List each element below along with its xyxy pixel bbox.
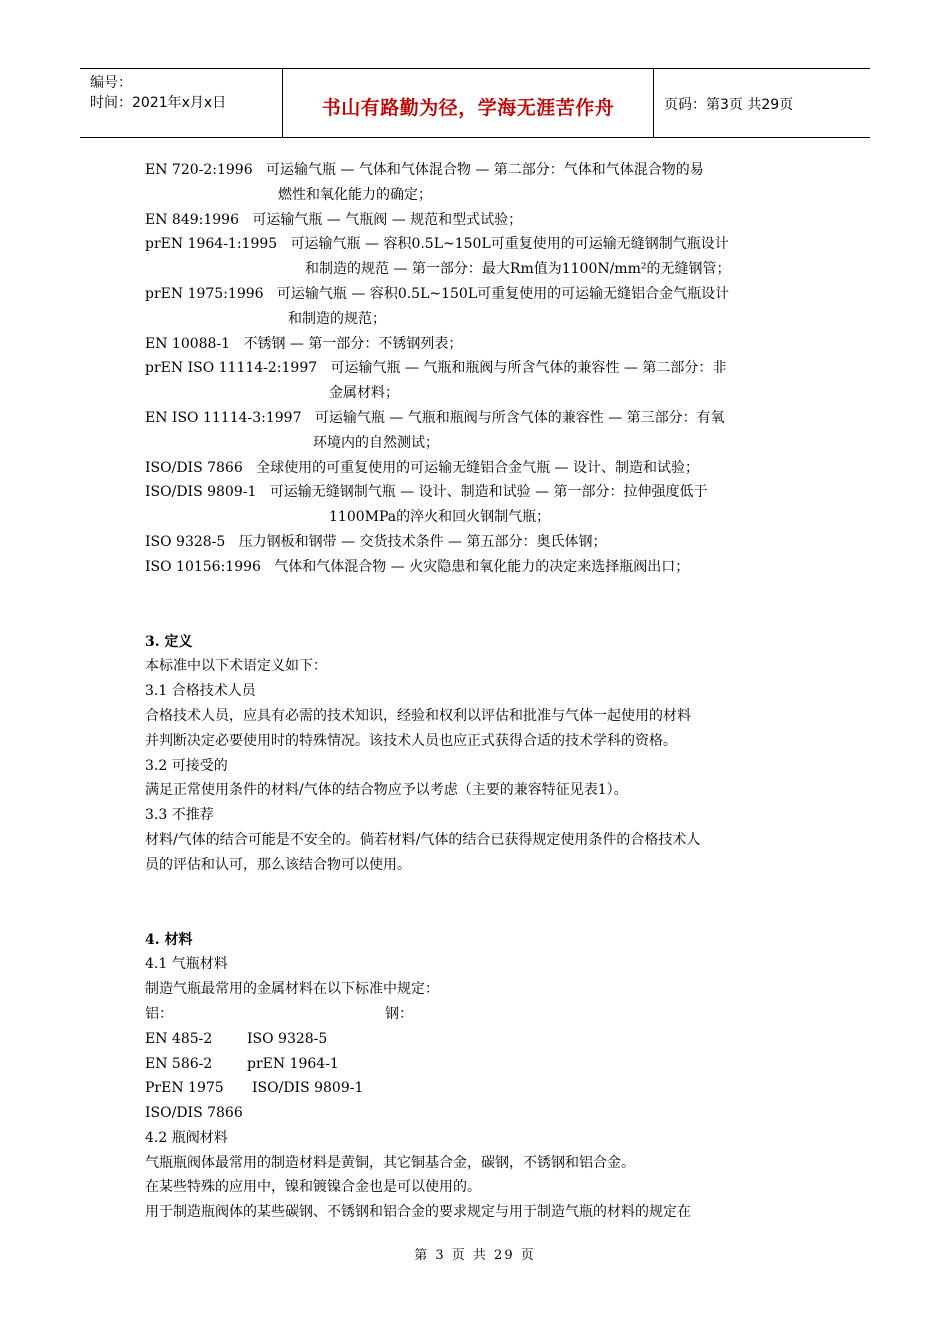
paragraph: 并判断决定必要使用时的特殊情况。该技术人员也应正式获得合适的技术学科的资格。 [145,732,677,749]
reference-list [145,158,810,580]
reference-title: 全球使用的可重复使用的可运输无缝铝合金气瓶 — 设计、制造和试验； [256,459,700,476]
subsection-title: 3.2 可接受的 [145,757,228,774]
reference-item [145,530,810,555]
subsection-title: 4.2 瓶阀材料 [145,1129,228,1146]
reference-code: prEN ISO 11114-2:1997 [145,360,318,377]
reference-code: EN 10088-1 [145,335,231,352]
reference-code: ISO/DIS 7866 [145,459,243,476]
aluminium-column-label: 铝： [145,1005,173,1022]
header-page-number: 页码：第3页 共29页 [664,97,794,113]
aluminium-standard: ISO/DIS 7866 [145,1105,243,1122]
reference-item [145,208,810,233]
reference-code: EN 720-2:1996 [145,162,253,178]
reference-code: prEN 1975:1996 [145,285,264,302]
header-info-cell [80,69,282,137]
reference-item [145,406,810,456]
reference-item [145,456,810,481]
section-intro: 本标准中以下术语定义如下： [145,658,327,675]
reference-title-cont: 燃性和氧化能力的确定； [278,186,432,203]
material-row [145,1076,810,1101]
paragraph: 气瓶瓶阀体最常用的制造材料是黄铜，其它铜基合金，碳钢，不锈钢和铝合金。 [145,1154,635,1171]
reference-code: prEN 1964-1:1995 [145,236,278,253]
reference-title: 压力钢板和钢带 — 交货技术条件 — 第五部分：奥氏体钢； [238,533,607,550]
reference-title-cont: 环境内的自然测试； [313,434,439,451]
paragraph: 满足正常使用条件的材料/气体的结合物应予以考虑（主要的兼容特征见表1）。 [145,782,628,799]
section-materials [145,928,810,1226]
reference-code: EN 849:1996 [145,211,239,228]
aluminium-standard: EN 586-2 [145,1055,213,1072]
page-header [80,68,870,138]
reference-item [145,356,810,406]
steel-standard: ISO 9328-5 [247,1030,328,1047]
paragraph: 在某些特殊的应用中，镍和镀镍合金也是可以使用的。 [145,1179,481,1196]
reference-title: 气体和气体混合物 — 火灾隐患和氧化能力的决定来选择瓶阀出口； [274,558,690,575]
material-row [145,1052,810,1077]
reference-code: EN ISO 11114-3:1997 [145,409,302,426]
reference-title: 可运输气瓶 — 气瓶和瓶阀与所含气体的兼容性 — 第三部分：有氧 [314,409,725,426]
reference-title: 可运输气瓶 — 气瓶和瓶阀与所含气体的兼容性 — 第二部分：非 [330,360,727,377]
reference-code: ISO 9328-5 [145,533,226,550]
reference-title-cont: 1100MPa的淬火和回火钢制气瓶； [329,509,551,526]
reference-title-cont: 和制造的规范 — 第一部分：最大Rm值为1100N/mm²的无缝钢管； [305,261,731,278]
paragraph: 合格技术人员，应具有必需的技术知识，经验和权利以评估和批准与气体一起使用的材料 [145,707,691,724]
reference-item [145,158,810,208]
section-heading: 3. 定义 [145,633,193,650]
reference-title: 可运输气瓶 — 容积0.5L~150L可重复使用的可运输无缝铝合金气瓶设计 [276,285,730,302]
reference-title-cont: 金属材料； [329,385,399,402]
reference-item [145,282,810,332]
material-columns-header [145,1002,810,1027]
subsection-title: 4.1 气瓶材料 [145,956,228,973]
steel-standard: ISO/DIS 9809-1 [252,1080,364,1097]
reference-code: ISO/DIS 9809-1 [145,484,257,501]
reference-item [145,232,810,282]
header-number: 编号： [90,75,132,91]
material-row [145,1027,810,1052]
reference-item [145,480,810,530]
aluminium-standard: PrEN 1975 [145,1080,224,1097]
steel-standard: prEN 1964-1 [247,1055,339,1072]
paragraph: 用于制造瓶阀体的某些碳钢、不锈钢和铝合金的要求规定与用于制造气瓶的材料的规定在 [145,1204,691,1221]
reference-item [145,555,810,580]
reference-item [145,332,810,357]
reference-title: 不锈钢 — 第一部分：不锈钢列表； [243,335,463,352]
subsection-title: 3.1 合格技术人员 [145,683,256,700]
document-body [145,158,810,1225]
section-definitions [145,630,810,878]
page-footer: 第 3 页 共 29 页 [414,1248,536,1263]
reference-title: 可运输气瓶 — 容积0.5L~150L可重复使用的可运输无缝钢制气瓶设计 [290,236,729,253]
reference-title: 可运输无缝钢制气瓶 — 设计、制造和试验 — 第一部分：拉伸强度低于 [269,484,708,501]
reference-code: ISO 10156:1996 [145,558,261,575]
header-motto: 书山有路勤为径，学海无涯苦作舟 [282,69,654,137]
material-row [145,1101,810,1126]
paragraph: 材料/气体的结合可能是不安全的。倘若材料/气体的结合已获得规定使用条件的合格技术人 [145,831,701,848]
paragraph: 员的评估和认可，那么该结合物可以使用。 [145,856,411,873]
section-heading: 4. 材料 [145,931,193,948]
reference-title: 可运输气瓶 — 气瓶阀 — 规范和型式试验； [252,211,523,228]
subsection-title: 3.3 不推荐 [145,807,214,824]
header-time: 时间：2021年x月x日 [90,95,227,111]
reference-title-cont: 和制造的规范； [288,310,386,327]
aluminium-standard: EN 485-2 [145,1030,213,1047]
paragraph: 制造气瓶最常用的金属材料在以下标准中规定： [145,981,439,998]
steel-column-label: 钢： [385,1005,413,1022]
reference-title: 可运输气瓶 — 气体和气体混合物 — 第二部分：气体和气体混合物的易 [265,162,704,178]
